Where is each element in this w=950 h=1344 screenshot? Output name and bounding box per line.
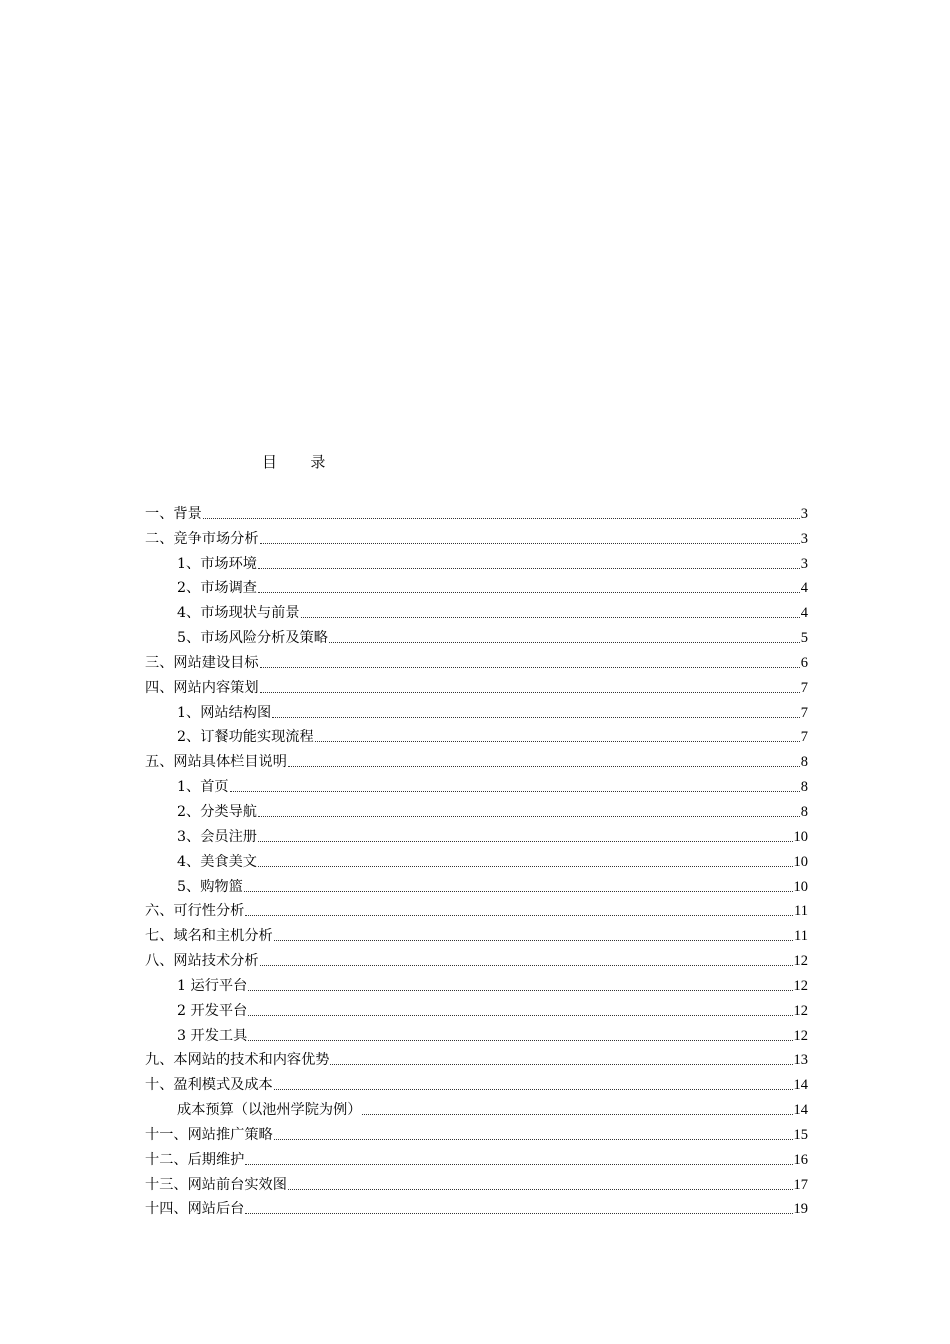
toc-entry[interactable] [145,1095,808,1120]
toc-page-number: 14 [793,1077,808,1094]
toc-page-number: 11 [794,903,808,920]
toc-page-number: 5 [800,630,808,647]
toc-dot-leader [260,692,800,693]
toc-entry-label: 四、网站内容策划 [145,679,259,696]
toc-entry-label: 1、网站结构图 [177,704,272,721]
toc-page-number: 7 [800,679,808,696]
toc-entry-label: 1 运行平台 [177,977,248,994]
toc-page-number: 10 [793,828,808,845]
toc-page-number: 15 [793,1126,808,1143]
toc-dot-leader [203,518,800,519]
toc-page-number: 3 [800,555,808,572]
toc-dot-leader [258,592,800,593]
toc-entry-label: 2、订餐功能实现流程 [177,729,314,746]
toc-entry[interactable] [145,1021,808,1046]
toc-page-number: 12 [793,1027,808,1044]
toc-entry-label: 2、分类导航 [177,803,257,820]
toc-entry[interactable] [145,971,808,996]
toc-dot-leader [288,766,800,767]
toc-dot-leader [245,915,793,916]
toc-entry[interactable] [145,698,808,723]
toc-entry[interactable] [145,574,808,599]
toc-entry-label: 3 开发工具 [177,1027,248,1044]
toc-entry-label: 十一、网站推广策略 [145,1126,273,1143]
toc-entry-label: 4、美食美文 [177,853,257,870]
toc-entry-label: 八、网站技术分析 [145,953,259,970]
toc-page-number: 16 [793,1151,808,1168]
toc-entry-label: 七、域名和主机分析 [145,928,273,945]
toc-entry[interactable] [145,747,808,772]
toc-page-number: 4 [800,605,808,622]
toc-dot-leader [274,1139,793,1140]
toc-entry-label: 九、本网站的技术和内容优势 [145,1052,330,1069]
toc-page-number: 8 [800,754,808,771]
toc-entry[interactable] [145,1120,808,1145]
toc-entry-label: 十四、网站后台 [145,1201,245,1218]
toc-title: 目 录 [262,453,326,471]
toc-entry[interactable] [145,772,808,797]
toc-dot-leader [248,990,792,991]
toc-entry[interactable] [145,847,808,872]
toc-page-number: 12 [793,1002,808,1019]
toc-page-number: 3 [800,530,808,547]
toc-entry-label: 十三、网站前台实效图 [145,1176,287,1193]
toc-entry-label: 2 开发平台 [177,1002,248,1019]
toc-entry[interactable] [145,499,808,524]
toc-entry[interactable] [145,996,808,1021]
toc-dot-leader [258,816,800,817]
toc-page-number: 7 [800,729,808,746]
toc-entry[interactable] [145,897,808,922]
toc-page-number: 12 [793,977,808,994]
toc-page-number: 17 [793,1176,808,1193]
toc-entry[interactable] [145,921,808,946]
toc-dot-leader [260,667,800,668]
toc-entry-label: 成本预算（以池州学院为例） [177,1102,362,1119]
toc-page-number: 12 [793,953,808,970]
toc-dot-leader [274,1089,793,1090]
toc-page-number: 6 [800,654,808,671]
toc-entry[interactable] [145,822,808,847]
toc-dot-leader [272,717,800,718]
toc-entry-label: 3、会员注册 [177,828,257,845]
toc-entry[interactable] [145,797,808,822]
toc-page-number: 13 [793,1052,808,1069]
toc-dot-leader [329,642,800,643]
toc-entry-label: 三、网站建设目标 [145,654,259,671]
toc-page-number: 3 [800,505,808,522]
toc-dot-leader [301,617,800,618]
toc-page-number: 11 [794,928,808,945]
toc-page-number: 14 [793,1102,808,1119]
toc-entry-label: 十二、后期维护 [145,1151,245,1168]
toc-entry[interactable] [145,872,808,897]
toc-entry[interactable] [145,723,808,748]
toc-entry-label: 1、首页 [177,779,229,796]
toc-entry-label: 2、市场调查 [177,580,257,597]
toc-dot-leader [248,1040,792,1041]
toc-entry-label: 十、盈利模式及成本 [145,1077,273,1094]
toc-page-number: 8 [800,779,808,796]
toc-entry-label: 一、背景 [145,505,202,522]
toc-dot-leader [258,568,800,569]
toc-page-number: 10 [793,853,808,870]
toc-entry-label: 5、市场风险分析及策略 [177,630,328,647]
toc-entry[interactable] [145,1145,808,1170]
toc-dot-leader [330,1064,792,1065]
toc-dot-leader [274,940,793,941]
toc-entry-label: 六、可行性分析 [145,903,245,920]
toc-page-number: 19 [793,1201,808,1218]
toc-entry-label: 5、购物篮 [177,878,243,895]
toc-dot-leader [245,1164,792,1165]
toc-entry[interactable] [145,1195,808,1220]
toc-entry[interactable] [145,598,808,623]
toc-entry[interactable] [145,673,808,698]
toc-dot-leader [260,965,793,966]
toc-entry[interactable] [145,1070,808,1095]
toc-entry[interactable] [145,1170,808,1195]
toc-entry[interactable] [145,549,808,574]
toc-dot-leader [230,791,800,792]
toc-dot-leader [260,543,800,544]
toc-entry-label: 五、网站具体栏目说明 [145,754,287,771]
toc-dot-leader [288,1189,793,1190]
toc-dot-leader [258,866,793,867]
toc-entry[interactable] [145,623,808,648]
toc-page-number: 4 [800,580,808,597]
toc-dot-leader [245,1213,792,1214]
toc-entry[interactable] [145,524,808,549]
toc-dot-leader [362,1114,792,1115]
toc-dot-leader [248,1015,792,1016]
toc-dot-leader [258,841,793,842]
toc-page-number: 10 [793,878,808,895]
toc-entry-label: 二、竞争市场分析 [145,530,259,547]
toc-entry-label: 1、市场环境 [177,555,257,572]
toc-dot-leader [244,891,793,892]
toc-page-number: 8 [800,803,808,820]
toc-entry[interactable] [145,946,808,971]
table-of-contents [145,499,808,1219]
toc-page-number: 7 [800,704,808,721]
toc-entry-label: 4、市场现状与前景 [177,605,300,622]
toc-dot-leader [315,741,800,742]
toc-entry[interactable] [145,1046,808,1071]
toc-entry[interactable] [145,648,808,673]
